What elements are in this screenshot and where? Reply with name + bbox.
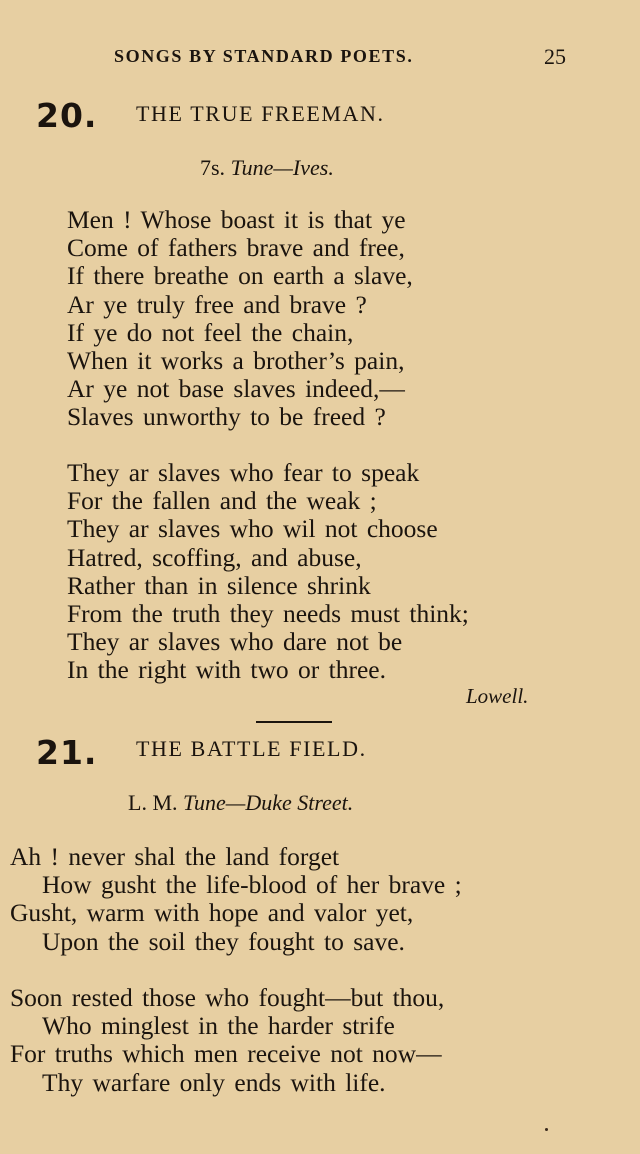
verse-line: For the fallen and the weak ; — [67, 486, 377, 516]
hymn-21-meter-label: L. M. — [128, 790, 178, 815]
verse-line: Ar ye not base slaves indeed,— — [67, 374, 405, 404]
print-speck — [545, 1128, 548, 1131]
verse-line: In the right with two or three. — [67, 655, 386, 685]
verse-line: When it works a brother’s pain, — [67, 346, 405, 376]
verse-line: How gusht the life-blood of her brave ; — [42, 870, 462, 900]
page-number: 25 — [544, 44, 566, 69]
verse-line: Hatred, scoffing, and abuse, — [67, 542, 362, 572]
verse-line: Ar ye truly free and brave ? — [67, 289, 367, 319]
verse-line: Come of fathers brave and free, — [67, 233, 405, 263]
hymn-21-title: THE BATTLE FIELD. — [136, 736, 367, 761]
verse-line: Ah ! never shal the land forget — [10, 842, 340, 871]
hymn-20-stanza-1 — [67, 206, 413, 432]
hymn-20-meter-label: 7s. — [200, 155, 226, 180]
verse-line: They ar slaves who wil not choose — [67, 514, 438, 544]
verse-line: Rather than in silence shrink — [67, 570, 371, 600]
hymn-21-number: 21. — [36, 733, 98, 772]
verse-line: Thy warfare only ends with life. — [42, 1067, 386, 1097]
verse-line: Soon rested those who fought—but thou, — [10, 983, 445, 1012]
verse-line: Men ! Whose boast it is that ye — [67, 205, 406, 234]
hymn-21-stanza-1 — [10, 843, 462, 956]
verse-line: If ye do not feel the chain, — [67, 317, 354, 347]
running-head: SONGS BY STANDARD POETS. — [114, 46, 414, 66]
verse-line: Gusht, warm with hope and valor yet, — [10, 898, 414, 928]
verse-line: They ar slaves who fear to speak — [67, 458, 420, 487]
verse-line: Upon the soil they fought to save. — [42, 926, 405, 956]
verse-line: They ar slaves who dare not be — [67, 627, 403, 657]
hymn-21-stanza-2 — [10, 984, 444, 1097]
section-divider — [256, 721, 332, 723]
hymn-20-stanza-2 — [67, 459, 469, 685]
hymn-20-number: 20. — [36, 96, 98, 135]
hymn-20-title: THE TRUE FREEMAN. — [136, 101, 385, 126]
verse-line: From the truth they needs must think; — [67, 599, 469, 629]
hymn-21-meter — [128, 790, 353, 816]
verse-line: For truths which men receive not now— — [10, 1039, 442, 1069]
hymn-21-tune: Tune—Duke Street. — [183, 790, 354, 815]
verse-line: Who minglest in the harder strife — [42, 1011, 395, 1041]
verse-line: Slaves unworthy to be freed ? — [67, 402, 386, 432]
hymn-20-author: Lowell. — [466, 684, 529, 708]
hymn-20-meter — [200, 155, 334, 181]
hymn-20-tune: Tune—Ives. — [230, 155, 334, 180]
verse-line: If there breathe on earth a slave, — [67, 261, 413, 291]
